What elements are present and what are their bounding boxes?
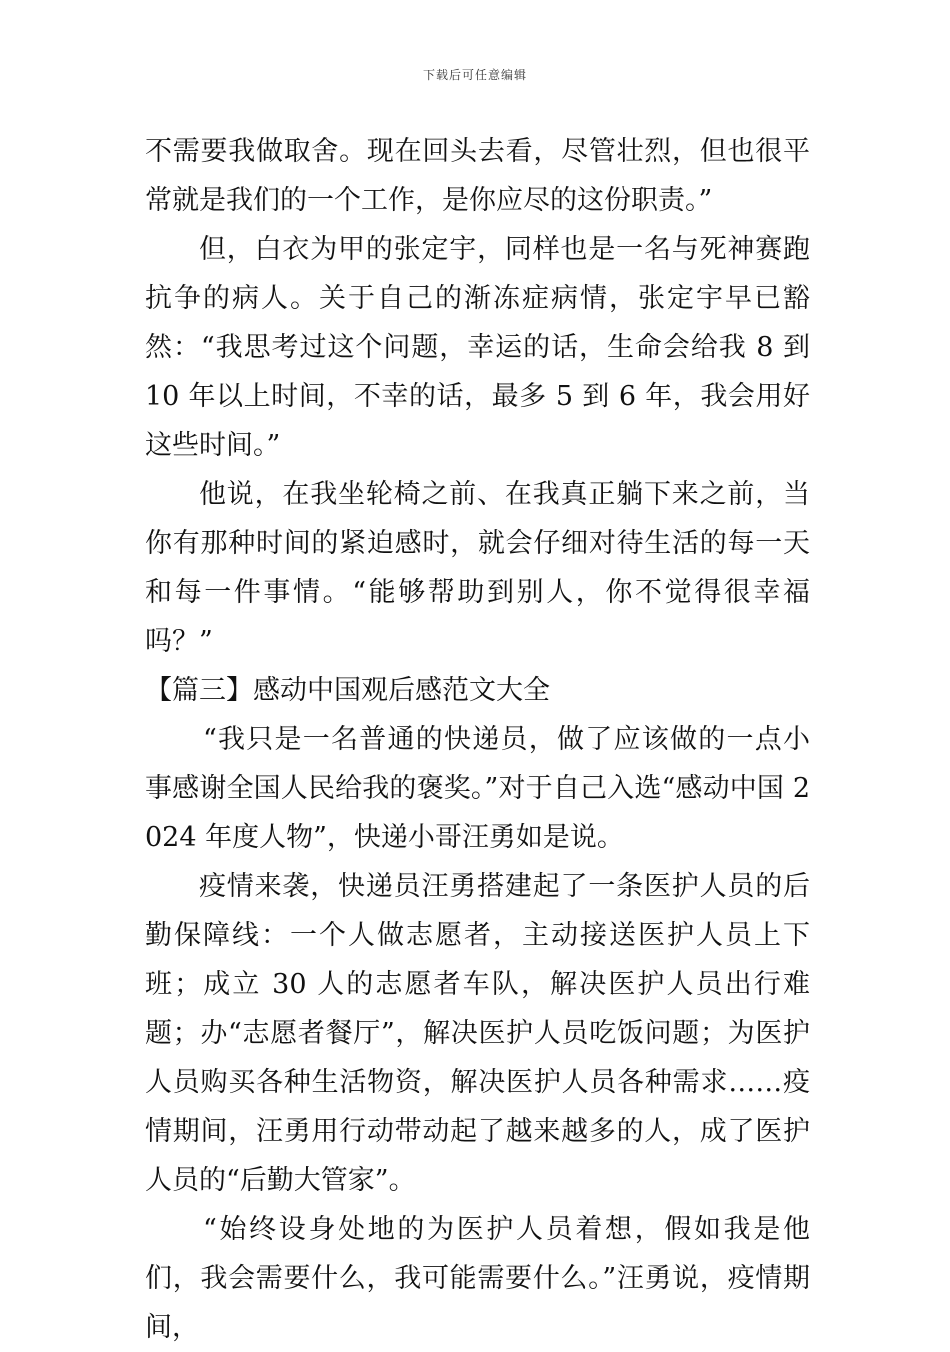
paragraph-4: “我只是一名普通的快递员，做了应该做的一点小事感谢全国人民给我的褒奖。”对于自己入选“感动中国 2024 年度人物”，快递小哥汪勇如是说。 xyxy=(145,724,810,853)
document-body xyxy=(145,127,810,1352)
section-heading: 【篇三】感动中国观后感范文大全 xyxy=(145,675,550,706)
paragraph-3: 他说，在我坐轮椅之前、在我真正躺下来之前，当你有那种时间的紧迫感时，就会仔细对待生活的每一天和每一件事情。“能够帮助到别人，你不觉得很幸福吗？” xyxy=(145,479,810,657)
paragraph-2: 但，白衣为甲的张定宇，同样也是一名与死神赛跑抗争的病人。关于自己的渐冻症病情，张定宇早已豁然：“我思考过这个问题，幸运的话，生命会给我 8 到 10 年以上时间，不幸的话，最多 5 到 6 年，我会用好这些时间。” xyxy=(145,234,810,461)
paragraph-6: “始终设身处地的为医护人员着想，假如我是他们，我会需要什么，我可能需要什么。”汪勇说，疫情期间， xyxy=(145,1214,810,1343)
paragraph-5: 疫情来袭，快递员汪勇搭建起了一条医护人员的后勤保障线：一个人做志愿者，主动接送医护人员上下班；成立 30 人的志愿者车队，解决医护人员出行难题；办“志愿者餐厅”，解决医护人员吃饭问题；为医护人员购买各种生活物资，解决医护人员各种需求……疫情期间，汪勇用行动带动起了越来越多的人，成了医护人员的“后勤大管家”。 xyxy=(145,871,810,1196)
paragraph-1: 不需要我做取舍。现在回头去看，尽管壮烈，但也很平常就是我们的一个工作，是你应尽的这份职责。” xyxy=(145,136,810,216)
page-header: 下载后可任意编辑 xyxy=(422,68,527,82)
